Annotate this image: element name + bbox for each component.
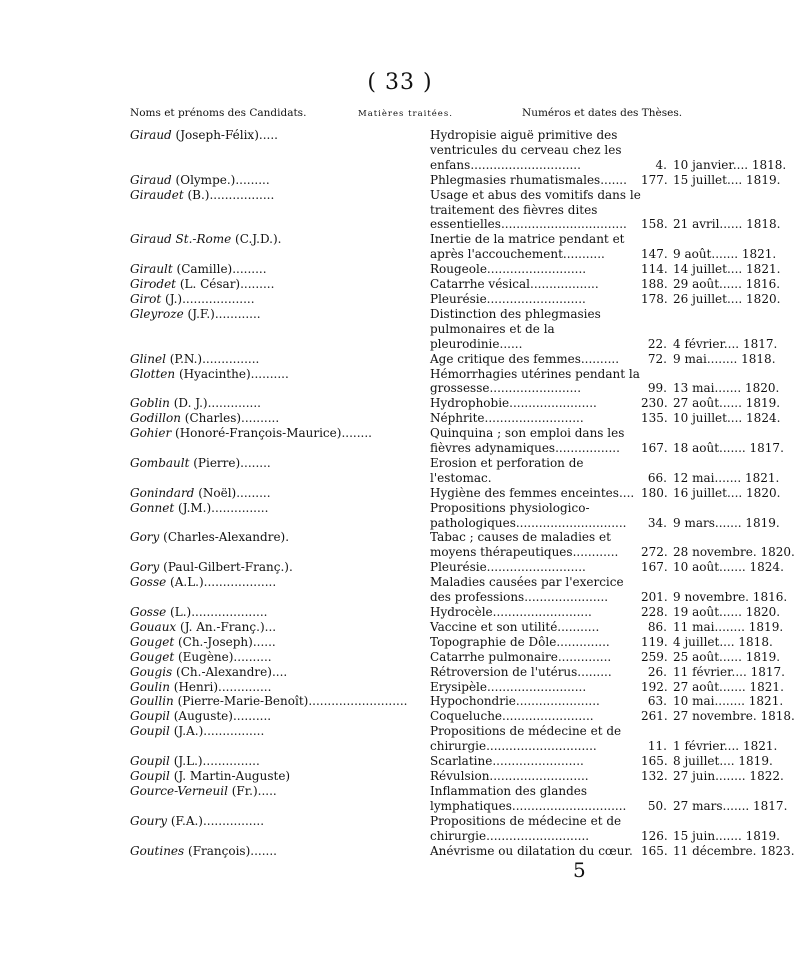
thesis-number: 132. bbox=[641, 768, 668, 783]
thesis-number: 72. bbox=[647, 351, 667, 366]
candidate-name: Gohier (Honoré-François-Maurice)........ bbox=[130, 426, 372, 441]
candidate-name: Goupil (Auguste).......... bbox=[130, 709, 272, 724]
thesis-subject: Rétroversion de l'utérus......... bbox=[430, 664, 612, 679]
thesis-date: 1 février.... 1821. bbox=[673, 739, 778, 754]
thesis-subject: Hygiène des femmes enceintes.... bbox=[430, 485, 635, 500]
thesis-subject: Anévrisme ou dilatation du cœur. bbox=[430, 843, 633, 858]
header-matters: Matières traitées. bbox=[358, 109, 453, 119]
table-row bbox=[0, 635, 800, 650]
thesis-date: 27 novembre. 1818. bbox=[673, 709, 795, 724]
candidate-name: Gource-Verneuil (Fr.)..... bbox=[130, 783, 277, 798]
thesis-date: 4 février.... 1817. bbox=[673, 336, 778, 351]
thesis-number: 167. bbox=[641, 441, 668, 456]
candidate-name: Goutines (François)....... bbox=[130, 843, 277, 858]
thesis-number: 228. bbox=[641, 605, 668, 619]
header-names: Noms et prénoms des Candidats. bbox=[130, 107, 307, 119]
thesis-subject: Vaccine et son utilité........... bbox=[430, 619, 600, 634]
thesis-subject: Néphrite.......................... bbox=[430, 411, 584, 426]
thesis-subject: Hypochondrie...................... bbox=[430, 694, 600, 709]
candidate-name: Goupil (J.L.)............... bbox=[130, 754, 260, 769]
candidate-name: Gouget (Ch.-Joseph)...... bbox=[130, 634, 276, 649]
thesis-date: 9 mai........ 1818. bbox=[673, 351, 776, 366]
candidate-name: Gougis (Ch.-Alexandre).... bbox=[130, 664, 288, 679]
thesis-date: 4 juillet.... 1818. bbox=[673, 634, 773, 649]
candidate-name: Giraud St.-Rome (C.J.D.). bbox=[130, 232, 282, 247]
table-row bbox=[0, 560, 800, 575]
table-row bbox=[0, 575, 800, 605]
thesis-subject: Age critique des femmes.......... bbox=[430, 351, 620, 366]
signature-mark: 5 bbox=[573, 858, 586, 882]
table-row bbox=[0, 754, 800, 769]
thesis-date: 29 août...... 1816. bbox=[673, 277, 781, 292]
thesis-date: 15 juillet.... 1819. bbox=[673, 172, 781, 187]
candidate-name: Gleyroze (J.F.)............ bbox=[130, 306, 261, 321]
thesis-subject: Hémorrhagies utérines pendant la grossesse........................ bbox=[430, 366, 644, 396]
thesis-number: 119. bbox=[641, 634, 668, 649]
thesis-subject: Usage et abus des vomitifs dans le traitement des fièvres dites essentielles................................. bbox=[430, 187, 645, 232]
header-numbers: Numéros et dates des Thèses. bbox=[522, 107, 683, 119]
thesis-date: 9 mars....... 1819. bbox=[673, 515, 780, 530]
thesis-subject: Propositions de médecine et de chirurgie........................... bbox=[430, 813, 625, 843]
thesis-date: 27 août...... 1819. bbox=[673, 396, 781, 411]
candidate-name: Gory (Charles-Alexandre). bbox=[130, 530, 290, 545]
thesis-date: 10 mai........ 1821. bbox=[673, 694, 784, 709]
table-row bbox=[0, 292, 800, 307]
thesis-number: 63. bbox=[647, 694, 667, 709]
thesis-subject: Catarrhe vésical.................. bbox=[430, 277, 599, 292]
thesis-subject: Quinquina ; son emploi dans les fièvres adynamiques................. bbox=[430, 426, 629, 456]
table-row bbox=[0, 844, 800, 859]
thesis-date: 27 mars....... 1817. bbox=[673, 798, 788, 813]
thesis-date: 12 mai....... 1821. bbox=[673, 470, 780, 485]
thesis-subject: Erysipèle.......................... bbox=[430, 679, 587, 694]
thesis-subject: Catarrhe pulmonaire.............. bbox=[430, 649, 612, 664]
candidate-name: Gombault (Pierre)........ bbox=[130, 455, 271, 470]
table-row bbox=[0, 367, 800, 397]
thesis-date: 28 novembre. 1820. bbox=[673, 545, 795, 560]
table-row bbox=[0, 307, 800, 352]
table-row bbox=[0, 232, 800, 262]
table-row bbox=[0, 814, 800, 844]
thesis-date: 16 juillet.... 1820. bbox=[673, 485, 781, 500]
thesis-number: 99. bbox=[647, 381, 667, 396]
table-row bbox=[0, 694, 800, 709]
thesis-subject: Hydropisie aiguë primitive des ventricules du cerveau chez les enfans............................. bbox=[430, 128, 626, 172]
thesis-date: 9 août....... 1821. bbox=[673, 247, 777, 262]
thesis-date: 8 juillet.... 1819. bbox=[673, 754, 773, 769]
candidate-name: Giraud (Joseph-Félix)..... bbox=[130, 128, 278, 142]
table-row bbox=[0, 724, 800, 754]
thesis-date: 14 juillet.... 1821. bbox=[673, 262, 781, 277]
thesis-subject: Pleurésie.......................... bbox=[430, 291, 586, 306]
thesis-number: 201. bbox=[641, 590, 668, 605]
table-row bbox=[0, 128, 800, 173]
thesis-number: 114. bbox=[641, 262, 668, 277]
thesis-number: 261. bbox=[641, 709, 668, 724]
thesis-subject: Coqueluche........................ bbox=[430, 709, 594, 724]
thesis-subject: Révulsion.......................... bbox=[430, 768, 589, 783]
candidate-name: Giraudet (B.)................. bbox=[130, 187, 275, 202]
candidate-name: Gouget (Eugène).......... bbox=[130, 649, 272, 664]
thesis-date: 27 août....... 1821. bbox=[673, 679, 784, 694]
table-row bbox=[0, 784, 800, 814]
table-row bbox=[0, 501, 800, 531]
table-row bbox=[0, 530, 800, 560]
candidate-name: Goullin (Pierre-Marie-Benoît).......................... bbox=[130, 694, 408, 709]
candidate-name: Girot (J.)................... bbox=[130, 291, 255, 306]
candidate-name: Gory (Paul-Gilbert-Franç.). bbox=[130, 560, 293, 575]
thesis-date: 10 juillet.... 1824. bbox=[673, 411, 781, 426]
thesis-number: 50. bbox=[647, 798, 667, 813]
thesis-date: 25 août...... 1819. bbox=[673, 649, 781, 664]
thesis-subject: Scarlatine........................ bbox=[430, 754, 584, 769]
thesis-number: 188. bbox=[641, 277, 668, 292]
thesis-date: 13 mai....... 1820. bbox=[673, 381, 780, 396]
thesis-number: 126. bbox=[641, 828, 668, 843]
candidate-name: Goury (F.A.)................ bbox=[130, 813, 265, 828]
thesis-date: 11 mai........ 1819. bbox=[673, 619, 784, 634]
thesis-date: 27 juin........ 1822. bbox=[673, 768, 784, 783]
thesis-number: 11. bbox=[647, 739, 667, 754]
thesis-subject: Inflammation des glandes lymphatiques.............................. bbox=[430, 783, 627, 813]
table-row bbox=[0, 352, 800, 367]
thesis-number: 272. bbox=[641, 545, 668, 560]
table-row bbox=[0, 709, 800, 724]
thesis-number: 26. bbox=[647, 664, 667, 679]
table-row bbox=[0, 605, 800, 620]
candidate-name: Girodet (L. César)......... bbox=[130, 277, 275, 292]
thesis-number: 192. bbox=[641, 679, 668, 694]
thesis-date: 18 août....... 1817. bbox=[673, 441, 784, 456]
table-row bbox=[0, 665, 800, 680]
thesis-subject: Phlegmasies rhumatismales....... bbox=[430, 172, 627, 187]
candidate-name: Goulin (Henri).............. bbox=[130, 679, 272, 694]
candidate-name: Gonindard (Noël)......... bbox=[130, 485, 271, 500]
table-row bbox=[0, 769, 800, 784]
thesis-number: 158. bbox=[641, 217, 668, 232]
candidate-list bbox=[0, 128, 800, 858]
thesis-subject: Pleurésie.......................... bbox=[430, 560, 586, 575]
page-number: ( 33 ) bbox=[367, 70, 433, 95]
thesis-subject: Maladies causées par l'exercice des professions...................... bbox=[430, 575, 628, 605]
thesis-number: 178. bbox=[641, 291, 668, 306]
thesis-subject: Distinction des phlegmasies pulmonaires et de la pleurodinie...... bbox=[430, 306, 605, 351]
thesis-subject: Hydrocèle.......................... bbox=[430, 605, 592, 619]
candidate-name: Girault (Camille)......... bbox=[130, 262, 267, 277]
table-row bbox=[0, 486, 800, 501]
thesis-number: 135. bbox=[641, 411, 668, 426]
table-row bbox=[0, 650, 800, 665]
thesis-number: 259. bbox=[641, 649, 668, 664]
table-row bbox=[0, 277, 800, 292]
thesis-number: 4. bbox=[655, 157, 667, 172]
candidate-name: Gosse (A.L.)................... bbox=[130, 575, 277, 590]
thesis-subject: Tabac ; causes de maladies et moyens thérapeutiques............ bbox=[430, 530, 619, 560]
table-row bbox=[0, 396, 800, 411]
thesis-date: 19 août...... 1820. bbox=[673, 605, 781, 619]
thesis-subject: Hydrophobie....................... bbox=[430, 396, 597, 411]
candidate-name: Gosse (L.).................... bbox=[130, 605, 268, 619]
thesis-subject: Topographie de Dôle.............. bbox=[430, 634, 610, 649]
candidate-name: Gouaux (J. An.-Franç.)... bbox=[130, 619, 277, 634]
thesis-date: 21 avril...... 1818. bbox=[673, 217, 781, 232]
thesis-date: 10 août....... 1824. bbox=[673, 560, 784, 575]
thesis-number: 167. bbox=[641, 560, 668, 575]
thesis-date: 11 février.... 1817. bbox=[673, 664, 785, 679]
column-headers bbox=[0, 107, 800, 123]
thesis-subject: Inertie de la matrice pendant et après l'accouchement........... bbox=[430, 232, 629, 262]
thesis-number: 147. bbox=[641, 247, 668, 262]
table-row bbox=[0, 426, 800, 456]
thesis-number: 177. bbox=[641, 172, 668, 187]
thesis-subject: Rougeole.......................... bbox=[430, 262, 587, 277]
table-row bbox=[0, 411, 800, 426]
candidate-name: Glinel (P.N.)............... bbox=[130, 351, 260, 366]
thesis-number: 230. bbox=[641, 396, 668, 411]
candidate-name: Gonnet (J.M.)............... bbox=[130, 500, 269, 515]
candidate-name: Giraud (Olympe.)......... bbox=[130, 172, 270, 187]
candidate-name: Glotten (Hyacinthe).......... bbox=[130, 366, 289, 381]
thesis-number: 180. bbox=[641, 485, 668, 500]
table-row bbox=[0, 173, 800, 188]
thesis-date: 11 décembre. 1823. bbox=[673, 843, 795, 858]
thesis-number: 22. bbox=[647, 336, 667, 351]
table-row bbox=[0, 262, 800, 277]
table-row bbox=[0, 620, 800, 635]
thesis-subject: Erosion et perforation de l'estomac. bbox=[430, 455, 588, 485]
table-row bbox=[0, 188, 800, 233]
candidate-name: Goblin (D. J.).............. bbox=[130, 396, 261, 411]
thesis-date: 10 janvier.... 1818. bbox=[673, 157, 787, 172]
thesis-date: 15 juin....... 1819. bbox=[673, 828, 780, 843]
thesis-number: 66. bbox=[647, 470, 667, 485]
candidate-name: Goupil (J. Martin-Auguste) bbox=[130, 768, 291, 783]
candidate-name: Godillon (Charles).......... bbox=[130, 411, 280, 426]
thesis-number: 34. bbox=[647, 515, 667, 530]
table-row bbox=[0, 680, 800, 695]
candidate-name: Goupil (J.A.)................ bbox=[130, 724, 265, 739]
thesis-number: 165. bbox=[641, 843, 668, 858]
table-row bbox=[0, 456, 800, 486]
thesis-subject: Propositions de médecine et de chirurgie............................. bbox=[430, 724, 625, 754]
thesis-date: 9 novembre. 1816. bbox=[673, 590, 788, 605]
thesis-subject: Propositions physiologico-pathologiques............................. bbox=[430, 500, 627, 530]
thesis-number: 86. bbox=[647, 619, 667, 634]
thesis-date: 26 juillet.... 1820. bbox=[673, 291, 781, 306]
thesis-number: 165. bbox=[641, 754, 668, 769]
